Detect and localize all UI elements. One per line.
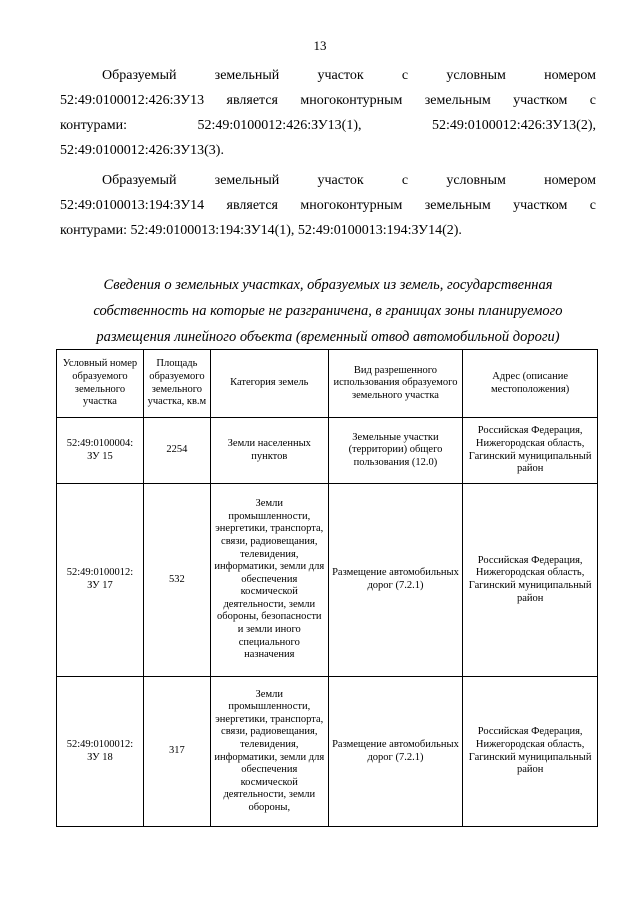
header-permitted-use: Вид разрешенного использования образуемого земельного участка <box>328 350 463 418</box>
cell-address: Российская Федерация, Нижегородская область, Гагинский муниципальный район <box>463 677 598 827</box>
cell-area: 317 <box>143 677 210 827</box>
paragraph-line: Образуемый земельный участок с условным номером <box>102 68 596 83</box>
table-row <box>57 418 598 484</box>
cell-land-category: Земли промышленности, энергетики, транспорта, связи, радиовещания, телевидения, информатики, земли для обеспечения космической деятельности, земли обороны, <box>210 677 328 827</box>
cell-permitted-use: Размещение автомобильных дорог (7.2.1) <box>328 484 463 677</box>
table-header-row <box>57 350 598 418</box>
cell-plot-number: 52:49:0100012: ЗУ 17 <box>57 484 144 677</box>
header-address: Адрес (описание местоположения) <box>463 350 598 418</box>
cell-land-category: Земли промышленности, энергетики, транспорта, связи, радиовещания, телевидения, информатики, земли для обеспечения космической деятельности, земли обороны, безопасности и земли иного специального назначения <box>210 484 328 677</box>
cell-area: 532 <box>143 484 210 677</box>
paragraph-zu13 <box>60 63 596 163</box>
cell-address: Российская Федерация, Нижегородская область, Гагинский муниципальный район <box>463 418 598 484</box>
header-area: Площадь образуемого земельного участка, кв.м <box>143 350 210 418</box>
land-plots-table <box>56 349 598 827</box>
table-caption <box>60 272 596 350</box>
paragraph-line: 52:49:0100012:426:ЗУ13(3). <box>60 143 224 158</box>
paragraph-line: контурами: 52:49:0100012:426:ЗУ13(1), 52:49:0100012:426:ЗУ13(2), <box>60 118 596 133</box>
header-plot-number: Условный номер образуемого земельного участка <box>57 350 144 418</box>
cell-address: Российская Федерация, Нижегородская область, Гагинский муниципальный район <box>463 484 598 677</box>
page-number: 13 <box>313 38 327 53</box>
paragraph-line: контурами: 52:49:0100013:194:ЗУ14(1), 52:49:0100013:194:ЗУ14(2). <box>60 223 462 238</box>
paragraph-zu14 <box>60 168 596 243</box>
paragraph-line: Образуемый земельный участок с условным номером <box>102 173 596 188</box>
cell-plot-number: 52:49:0100012: ЗУ 18 <box>57 677 144 827</box>
caption-line: Сведения о земельных участках, образуемых из земель, государственная <box>103 277 553 293</box>
table-row <box>57 677 598 827</box>
cell-permitted-use: Размещение автомобильных дорог (7.2.1) <box>328 677 463 827</box>
cell-plot-number: 52:49:0100004: ЗУ 15 <box>57 418 144 484</box>
paragraph-line: 52:49:0100013:194:ЗУ14 является многоконтурным земельным участком с <box>60 198 596 213</box>
cell-area: 2254 <box>143 418 210 484</box>
cell-permitted-use: Земельные участки (территории) общего пользования (12.0) <box>328 418 463 484</box>
cell-land-category: Земли населенных пунктов <box>210 418 328 484</box>
table-row <box>57 484 598 677</box>
paragraph-line: 52:49:0100012:426:ЗУ13 является многоконтурным земельным участком с <box>60 93 596 108</box>
header-land-category: Категория земель <box>210 350 328 418</box>
caption-line: собственность на которые не разграничена, в границах зоны планируемого <box>93 303 563 319</box>
caption-line: размещения линейного объекта (временный отвод автомобильной дороги) <box>96 329 560 345</box>
